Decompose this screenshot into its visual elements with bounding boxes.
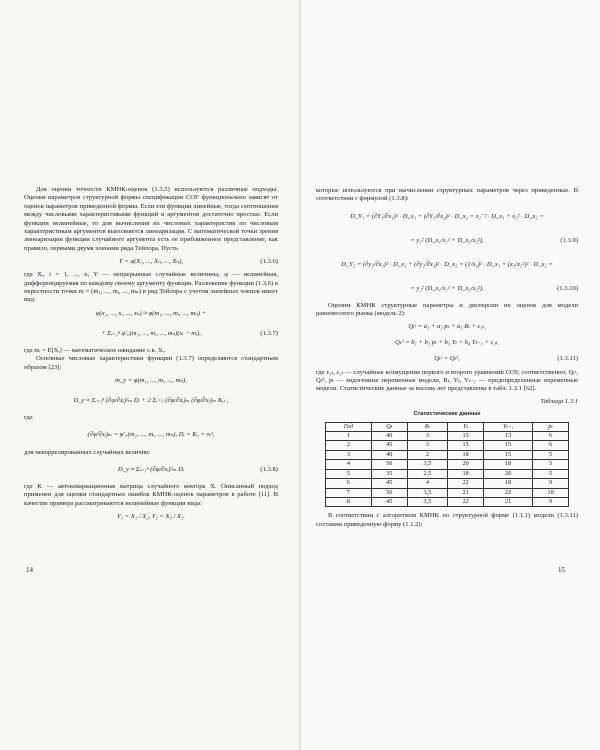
equation-1-3-9-line-2	[316, 230, 578, 252]
equation-derivative-body: (∂φ/∂xᵢ)ₘ = φ′ₓᵢ(m₁, ..., mᵢ, ..., mₙ), Dᵢ = Kᵢᵢ = σᵢ²,	[87, 431, 215, 439]
table-row	[326, 460, 569, 469]
left-paragraph-5: для некоррелированных случайных величин:	[24, 448, 151, 456]
table-cell: 5	[326, 469, 372, 478]
word-where: где	[24, 414, 33, 422]
table-cell: 6	[326, 479, 372, 488]
table-row	[326, 450, 569, 459]
table-title: Статистические данные	[413, 411, 481, 418]
right-paragraph-2: Оценим КМНК структурные параметры и дисперсии их оценок для модели равновесного рынка (модель 2):	[316, 301, 578, 318]
table-cell: 2,5	[407, 469, 448, 478]
table-cell: 8	[326, 497, 372, 506]
table-cell: 18	[448, 469, 484, 478]
table-cell: 45	[371, 497, 407, 506]
equation-1-3-9-second-line: = y₁² (D_x₁/x₁² + D_x₂/x₂²),	[410, 236, 484, 244]
table-cell: 2	[326, 441, 372, 450]
table-header-cell: Rₜ	[407, 422, 448, 431]
table-header-cell: Год	[326, 422, 372, 431]
equation-variance-body: D_y ≈ Σᵢ₌₁ⁿ (∂φ/∂xᵢ)²ₘ Dᵢ + 2 Σᵢ<ⱼ (∂φ/∂xᵢ)ₘ (∂φ/∂xⱼ)ₘ Kᵢⱼ ,	[73, 396, 229, 404]
equation-1-3-10-first-line: D_Y₂ = (∂y₂/∂x₁)² · D_x₁ + (∂y₂/∂x₂)² · D_x₂ = (1/x₂)² · D_x₁ + (x₁/x₂²)² · D_x₂ =	[341, 260, 553, 268]
right-page-text	[316, 186, 578, 529]
equation-1-3-9-number: (1.3.9)	[560, 236, 578, 244]
table-cell: 50	[371, 488, 407, 497]
equation-1-3-11-line-3	[316, 353, 578, 367]
equation-1-3-8	[24, 459, 278, 481]
equation-1-3-11-demand: Qₜᵈ = b₁ + b₂ pₜ + b₃ Yₜ + b₄ Yₜ₋₁ + ε₂ₜ,	[395, 339, 499, 347]
right-paragraph-1: которые используются при вычислении структурных параметров через приведенные. В соответствии с формулой (1.3.8):	[316, 187, 578, 203]
table-cell: 15	[448, 432, 484, 441]
table-cell: 4	[326, 460, 372, 469]
table-cell: 3	[407, 441, 448, 450]
table-cell: 40	[371, 432, 407, 441]
table-cell: 22	[448, 497, 484, 506]
table-cell: 3,5	[407, 488, 448, 497]
equation-derivative	[24, 425, 278, 447]
equation-1-3-8-number: (1.3.8)	[260, 465, 278, 473]
table-row	[326, 479, 569, 488]
table-cell: 13	[484, 432, 533, 441]
table-cell: 3,5	[407, 460, 448, 469]
left-paragraph-1: Для оценки точности КМНК-оценок (1.3.5) используются различные подходы. Оценки параметров структурной формы спецификации СОУ функционально зависят от оценок параметров приведенной формы. Если эти функции линейные, тогда соотношения между числовыми характеристиками функций и аргументов достаточно простые. Если функции нелинейные, то для вычисления их числовых характеристик по числовым характеристикам аргументов выполняется линеаризация. С математической точки зрения линеаризация функции случайного аргумента есть ее приближенное представление, как правило, первыми двумя членами ряда Тейлора. Пусть	[24, 186, 278, 252]
table-cell: 18	[448, 450, 484, 459]
table-cell: 5	[533, 469, 569, 478]
table-row	[326, 432, 569, 441]
equation-1-3-9-first-line: D_Y₁ = (∂Y₁/∂x₁)² · D_x₁ + (∂Y₁/∂x₂)² · D_x₂ = x₂⁻² · D_x₁ + x₁² · D_x₂ =	[350, 212, 544, 220]
table-cell: 40	[371, 450, 407, 459]
table-cell: 15	[484, 450, 533, 459]
equation-1-3-7-line-2	[24, 323, 278, 345]
equation-1-3-11-line-2	[316, 337, 578, 351]
left-paragraph-2: где Xᵢ, i = 1, ..., n, Y — непрерывные случайные величины, φ — нелинейная, дифференцируемая по каждому своему аргументу функция. Разложение функции (1.3.6) в окрестности точки m = (m₁, ..., mᵢ, ..., mₙ) в ряд Тейлора с учетом линейных членов имеет вид:	[24, 271, 278, 304]
equation-1-3-10-number: (1.3.10)	[557, 284, 578, 292]
equation-1-3-7-line-1	[24, 307, 278, 321]
equation-1-3-11-number: (1.3.11)	[557, 355, 578, 363]
equation-nonlinear-functions	[24, 510, 278, 524]
table-cell: 6	[533, 432, 569, 441]
table-row	[326, 488, 569, 497]
table-cell: 45	[371, 479, 407, 488]
equation-nonlinear-functions-body: Y₁ = X₁ / X₂, Y₂ = X₃ / X₂.	[117, 512, 185, 520]
table-cell: 15	[448, 441, 484, 450]
equation-1-3-10-line-2	[316, 278, 578, 300]
equation-1-3-11-supply: Qₜˢ = a₁ + a₂ pₜ + a₃ Rₜ + ε₁ₜ,	[408, 323, 486, 331]
left-paragraph-3: где mᵢ = E[Xᵢ] — математическое ожидание с.в. Xᵢ.	[24, 346, 166, 354]
equation-1-3-10-second-line: = y₂² (D_x₁/x₁² + D_x₂/x₂²).	[410, 284, 484, 292]
table-cell: 5	[533, 460, 569, 469]
left-paragraph-6: где K — автоковариационная матрица случайного вектора X. Описанный подход применен для оценки стандартных ошибок КМНК-оценок параметров в работе [11]. В качестве примера рассматриваются нелинейные функции вида:	[24, 482, 278, 507]
table-header-cell: Yₜ	[448, 422, 484, 431]
table-body	[326, 432, 569, 507]
table-header-row	[326, 422, 569, 431]
table-cell: 6	[533, 441, 569, 450]
table-cell: 15	[484, 441, 533, 450]
equation-1-3-7-first-line: φ(x₁, ..., xᵢ, ..., xₙ) ≈ φ(m₁, ..., mᵢ, ..., mₙ) +	[95, 309, 207, 317]
table-header-cell: Yₜ₋₁	[484, 422, 533, 431]
table-cell: 18	[484, 460, 533, 469]
statistics-table	[325, 422, 569, 508]
table-cell: 5	[533, 450, 569, 459]
equation-1-3-10-line-1	[316, 254, 578, 276]
table-caption: Таблица 1.3.1	[540, 397, 578, 405]
equation-1-3-8-body: D_y ≈ Σᵢ₌₁ⁿ (∂φ/∂xᵢ)²ₘ Dᵢ	[117, 465, 185, 473]
left-page-number: 14	[26, 566, 33, 574]
table-cell: 1	[326, 432, 372, 441]
right-page-number: 15	[558, 566, 565, 574]
table-cell: 21	[448, 488, 484, 497]
table-cell: 9	[533, 479, 569, 488]
table-row	[326, 441, 569, 450]
table-cell: 4	[407, 479, 448, 488]
table-cell: 22	[484, 488, 533, 497]
equation-mean-body: m_y = φ(m₁, ..., mᵢ, ..., mₙ),	[115, 376, 187, 384]
left-paragraph-4: Основные числовые характеристики функции (1.3.7) определяются стандартным образом [23]:	[24, 355, 278, 371]
book-spine	[299, 0, 301, 750]
right-paragraph-3: где ε₁ₜ, ε₂ₜ — случайные возмущения первого и второго уравнений СОУ, соответственно; Qₜˢ, Qₜᵈ, pₜ — эндогенные переменные модели, Rₜ, Yₜ, Yₜ₋₁ — предопределенные переменные модели. Статистические данные за восемь лет представлены в табл. 1.3.1 [62].	[316, 368, 578, 393]
table-header-cell: Qₜ	[371, 422, 407, 431]
table-cell: 35	[371, 469, 407, 478]
table-cell: 50	[371, 460, 407, 469]
table-cell: 22	[448, 479, 484, 488]
equation-1-3-7-number: (1.3.7)	[260, 329, 278, 337]
table-cell: 45	[371, 441, 407, 450]
equation-variance	[24, 390, 278, 412]
table-cell: 7	[326, 488, 372, 497]
table-row	[326, 469, 569, 478]
equation-1-3-6	[24, 255, 278, 269]
table-cell: 3	[407, 432, 448, 441]
right-paragraph-4: В соответствии с алгоритмом КМНК по структурной форме (1.1.1) модели (1.3.11) составим приведенную форму (1.1.2):	[316, 512, 578, 528]
table-cell: 2	[407, 450, 448, 459]
table-cell: 20	[484, 469, 533, 478]
equation-1-3-9-line-1	[316, 206, 578, 228]
table-cell: 20	[448, 460, 484, 469]
equation-1-3-11-line-1	[316, 321, 578, 335]
table-cell: 9	[533, 497, 569, 506]
table-cell: 21	[484, 497, 533, 506]
equation-1-3-11-equilibrium: Qₜˢ = Qₜᵈ,	[434, 355, 460, 363]
table-cell: 18	[484, 479, 533, 488]
table-row	[326, 497, 569, 506]
equation-mean	[24, 374, 278, 388]
table-cell: 3,5	[407, 497, 448, 506]
table-cell: 10	[533, 488, 569, 497]
equation-1-3-6-body: Y = φ(X₁, ..., Xₙ, ..., Xₙ),	[119, 258, 183, 266]
left-page-text	[24, 186, 278, 526]
equation-1-3-6-number: (1.3.6)	[260, 258, 278, 266]
table-cell: 3	[326, 450, 372, 459]
table-header-cell: pₜ	[533, 422, 569, 431]
equation-1-3-7-second-line: + Σᵢ₌₁ⁿ φ′ₓᵢ(m₁, ..., mᵢ, ..., mₙ)(xᵢ − mᵢ),	[101, 329, 201, 337]
